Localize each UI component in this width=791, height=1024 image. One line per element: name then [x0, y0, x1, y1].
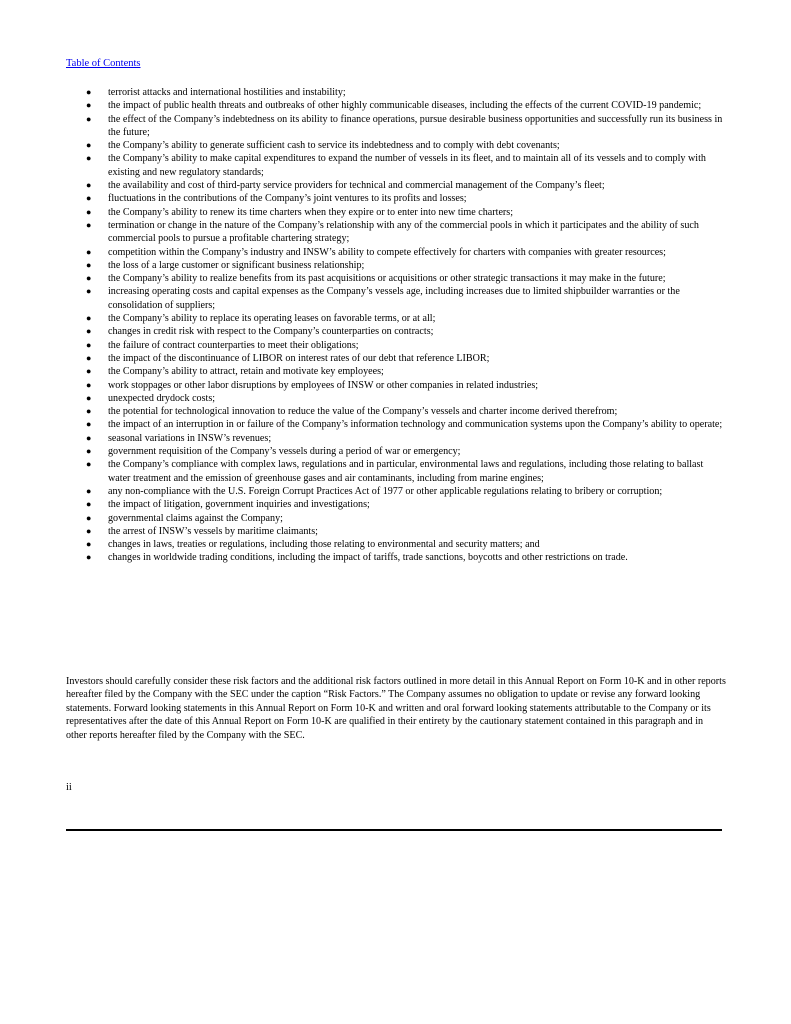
risk-item-text: the Company’s ability to attract, retain and motivate key employees; — [108, 366, 384, 378]
risk-item-text: the availability and cost of third-party service providers for technical and commercial management of the Company’s fleet; — [108, 180, 605, 192]
risk-list-item — [66, 365, 726, 378]
risk-item-text: the Company’s ability to replace its operating leases on favorable terms, or at all; — [108, 313, 436, 325]
risk-list-item — [66, 219, 726, 246]
risk-item-text: the impact of an interruption in or failure of the Company’s information technology and communication systems upon the Company’s ability to operate; — [108, 419, 723, 431]
risk-list-item — [66, 99, 726, 112]
risk-item-text: the loss of a large customer or significant business relationship; — [108, 259, 365, 271]
risk-list-item — [66, 392, 726, 405]
bullet-icon: ● — [86, 366, 92, 377]
bullet-icon: ● — [86, 419, 92, 430]
bullet-icon: ● — [86, 113, 92, 124]
bullet-icon: ● — [86, 432, 92, 443]
bullet-icon: ● — [86, 459, 92, 470]
bullet-icon: ● — [86, 87, 92, 97]
bullet-icon: ● — [86, 406, 92, 417]
risk-item-text: termination or change in the nature of the Company’s relationship with any of the commercial pools in which it participates and the ability of such commercial pools to pursue a profitable chartering strategy; — [108, 219, 699, 245]
risk-item-text: the Company’s ability to realize benefits from its past acquisitions or acquisitions or other strategic transactions it may make in the future; — [108, 273, 666, 285]
risk-item-text: the Company’s ability to generate sufficient cash to service its indebtedness and to comply with debt covenants; — [108, 140, 560, 152]
bullet-icon: ● — [86, 246, 92, 257]
risk-list-item — [66, 272, 726, 285]
risk-item-text: the impact of the discontinuance of LIBOR on interest rates of our debt that reference LIBOR; — [108, 352, 490, 364]
risk-item-text: the impact of litigation, government inquiries and investigations; — [108, 499, 370, 511]
bullet-icon: ● — [86, 379, 92, 390]
bullet-icon: ● — [86, 552, 92, 563]
risk-list-item — [66, 485, 726, 498]
bullet-icon: ● — [86, 140, 92, 151]
page-number: ii — [66, 782, 72, 793]
table-of-contents-link[interactable]: Table of Contents — [66, 58, 141, 69]
bullet-icon: ● — [86, 100, 92, 111]
risk-list-item — [66, 405, 726, 418]
risk-item-text: changes in credit risk with respect to the Company’s counterparties on contracts; — [108, 326, 434, 338]
risk-list-item — [66, 179, 726, 192]
risk-list-item — [66, 538, 726, 551]
risk-list-item — [66, 312, 726, 325]
bullet-icon: ● — [86, 153, 92, 164]
bullet-icon: ● — [86, 512, 92, 523]
bullet-icon: ● — [86, 313, 92, 324]
bullet-icon: ● — [86, 219, 92, 230]
risk-item-text: the Company’s ability to make capital expenditures to expand the number of vessels in its fleet, and to maintain all of its vessels and to comply with existing and new regulatory standards; — [108, 153, 706, 178]
risk-list-item — [66, 285, 726, 312]
risk-list-item — [66, 152, 726, 179]
risk-factor-list — [66, 86, 726, 565]
bullet-icon: ● — [86, 193, 92, 204]
bullet-icon: ● — [86, 525, 92, 536]
risk-list-item — [66, 113, 726, 140]
risk-list-item — [66, 512, 726, 525]
risk-list-item — [66, 325, 726, 338]
risk-item-text: the Company’s compliance with complex laws, regulations and in particular, environmental laws and regulations, including those relating to ballast water treatment and the emission of greenhouse gases and air contaminants, including from marine engines; — [108, 459, 704, 484]
risk-item-text: governmental claims against the Company; — [108, 512, 283, 524]
risk-list-item — [66, 206, 726, 219]
risk-item-text: the potential for technological innovation to reduce the value of the Company’s vessels and charter income derived therefrom; — [108, 406, 618, 418]
risk-list-item — [66, 432, 726, 445]
risk-item-text: any non-compliance with the U.S. Foreign Corrupt Practices Act of 1977 or other applicable regulations relating to bribery or corruption; — [108, 485, 663, 497]
bullet-icon: ● — [86, 180, 92, 191]
risk-list-item — [66, 458, 726, 485]
bullet-icon: ● — [86, 485, 92, 496]
risk-list-item — [66, 86, 726, 99]
footer-divider — [66, 829, 722, 831]
bullet-icon: ● — [86, 206, 92, 217]
bullet-icon: ● — [86, 259, 92, 270]
bullet-icon: ● — [86, 273, 92, 284]
risk-item-text: increasing operating costs and capital expenses as the Company’s vessels age, including increases due to limited shipbuilder warranties or the consolidation of suppliers; — [108, 286, 680, 311]
risk-item-text: government requisition of the Company’s vessels during a period of war or emergency; — [108, 446, 461, 458]
bullet-icon: ● — [86, 539, 92, 550]
risk-item-text: work stoppages or other labor disruptions by employees of INSW or other companies in related industries; — [108, 379, 539, 391]
risk-item-text: unexpected drydock costs; — [108, 392, 216, 404]
risk-list-item — [66, 445, 726, 458]
risk-list-item — [66, 192, 726, 205]
risk-list-item — [66, 525, 726, 538]
risk-item-text: competition within the Company’s industry and INSW’s ability to compete effectively for charters with companies with greater resources; — [108, 246, 666, 258]
bullet-icon: ● — [86, 446, 92, 457]
bullet-icon: ● — [86, 352, 92, 363]
risk-list-item — [66, 139, 726, 152]
bullet-icon: ● — [86, 339, 92, 350]
bullet-icon: ● — [86, 499, 92, 510]
risk-item-text: the effect of the Company’s indebtedness on its ability to finance operations, pursue desirable business opportunities and successfully run its business in the future; — [108, 113, 723, 138]
risk-list-item — [66, 339, 726, 352]
risk-item-text: changes in worldwide trading conditions, including the impact of tariffs, trade sanctions, boycotts and other restrictions on trade. — [108, 552, 628, 564]
risk-item-text: the impact of public health threats and outbreaks of other highly communicable diseases, including the effects of the current COVID-19 pandemic; — [108, 100, 702, 112]
risk-list-item — [66, 352, 726, 365]
risk-list-item — [66, 379, 726, 392]
risk-list-item — [66, 418, 726, 431]
bullet-icon: ● — [86, 392, 92, 403]
risk-item-text: seasonal variations in INSW’s revenues; — [108, 432, 272, 444]
risk-item-text: fluctuations in the contributions of the Company’s joint ventures to its profits and losses; — [108, 193, 467, 205]
closing-paragraph: Investors should carefully consider these risk factors and the additional risk factors outlined in more detail in this Annual Report on Form 10-K and in other reports hereafter filed by the Company with the SEC under the caption “Risk Factors.” The Company assumes no obligation to update or revise any forward looking statements. Forward looking statements in this Annual Report on Form 10-K and written and oral forward looking statements attributable to the Company or its representatives after the date of this Annual Report on Form 10-K are qualified in their entirety by the cautionary statement contained in this paragraph and in other reports hereafter filed by the Company with the SEC. — [66, 676, 726, 741]
risk-list-item — [66, 551, 726, 564]
risk-item-text: the Company’s ability to renew its time charters when they expire or to enter into new time charters; — [108, 206, 514, 218]
risk-item-text: the arrest of INSW’s vessels by maritime claimants; — [108, 525, 318, 537]
bullet-icon: ● — [86, 286, 92, 297]
bullet-icon: ● — [86, 326, 92, 337]
risk-item-text: the failure of contract counterparties to meet their obligations; — [108, 339, 359, 351]
risk-item-text: terrorist attacks and international hostilities and instability; — [108, 87, 346, 98]
risk-item-text: changes in laws, treaties or regulations, including those relating to environmental and security matters; and — [108, 539, 540, 551]
risk-list-item — [66, 498, 726, 511]
risk-list-item — [66, 246, 726, 259]
risk-list-item — [66, 259, 726, 272]
